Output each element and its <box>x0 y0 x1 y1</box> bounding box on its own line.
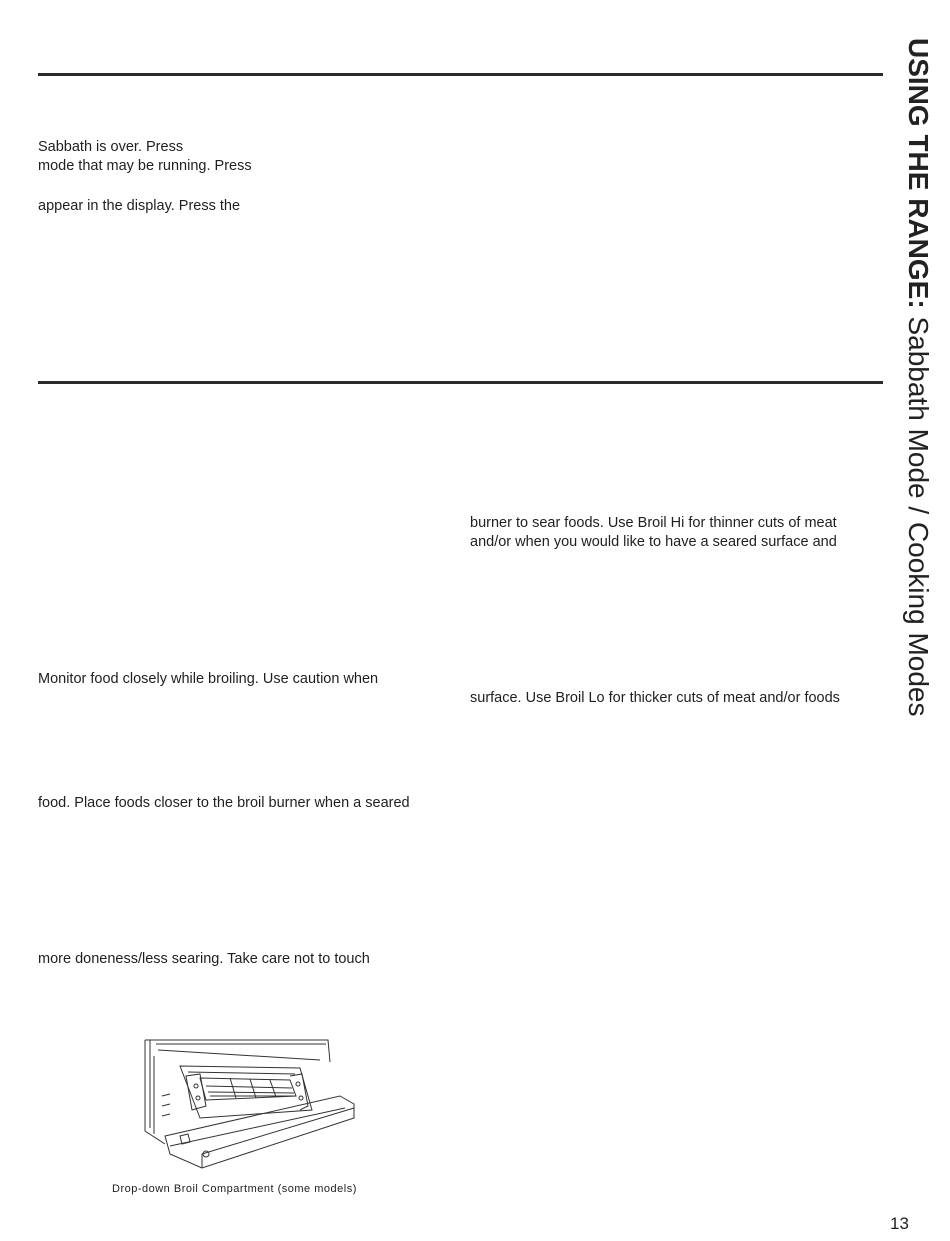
text-line: Monitor food closely while broiling. Use caution when <box>38 671 379 687</box>
middle-section-rule <box>38 381 883 384</box>
text-line: Sabbath is over. Press <box>38 139 184 155</box>
broil-compartment-illustration <box>140 1036 360 1176</box>
text-line: and/or when you would like to have a seared surface and <box>470 534 837 550</box>
text-line: food. Place foods closer to the broil burner when a seared <box>38 795 410 811</box>
side-title-bold: USING THE RANGE: <box>903 38 934 309</box>
text-line: burner to sear foods. Use Broil Hi for thinner cuts of meat <box>470 515 837 531</box>
text-line: more doneness/less searing. Take care not to touch <box>38 951 370 967</box>
section-side-title <box>898 38 938 858</box>
text-line: surface. Use Broil Lo for thicker cuts of meat and/or foods <box>470 690 840 706</box>
text-line: mode that may be running. Press <box>38 158 252 174</box>
side-title-regular: Sabbath Mode / Cooking Modes <box>903 308 934 717</box>
figure-caption: Drop-down Broil Compartment (some models) <box>112 1183 357 1195</box>
top-section-rule <box>38 73 883 76</box>
text-line: appear in the display. Press the <box>38 198 241 214</box>
page-number: 13 <box>890 1214 909 1233</box>
